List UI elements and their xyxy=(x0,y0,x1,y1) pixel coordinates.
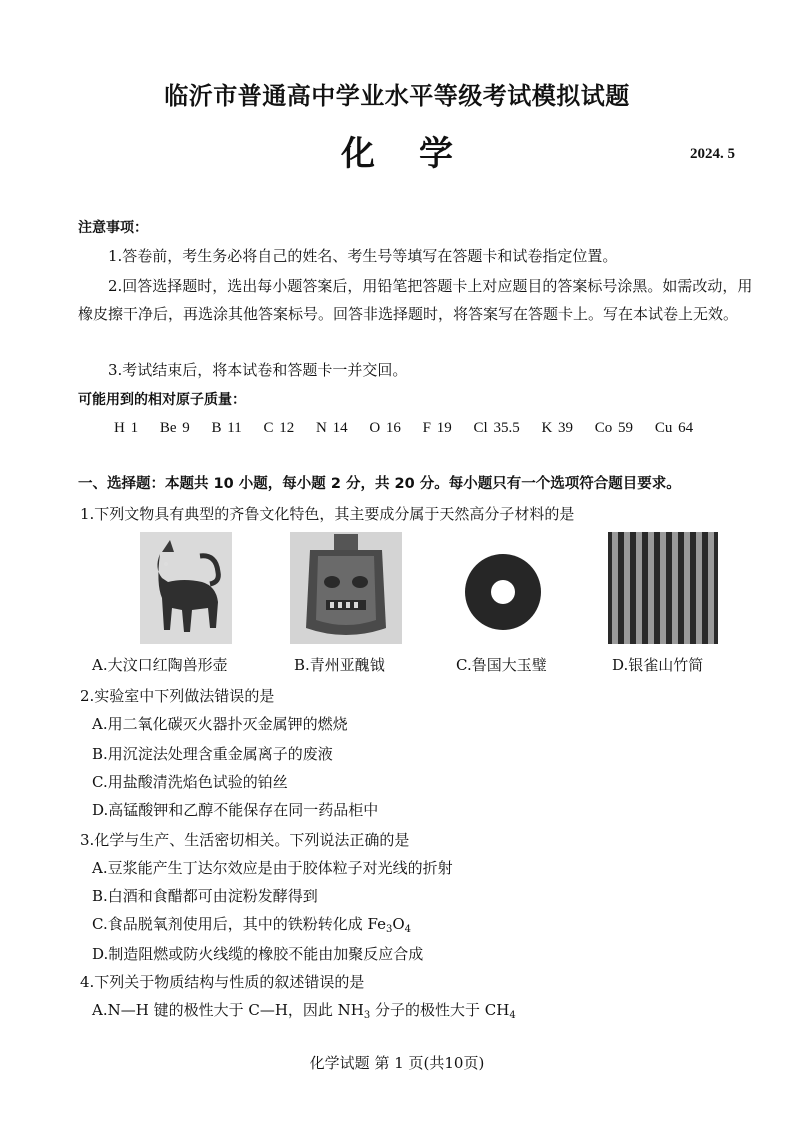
atomic-mass-item: B 11 xyxy=(211,420,242,436)
bamboo-slips-image xyxy=(608,532,718,644)
pottery-animal-vessel-image xyxy=(140,532,232,644)
note-item-1: 1.答卷前，考生务必将自己的姓名、考生号等填写在答题卡和试卷指定位置。 xyxy=(108,247,618,265)
q4-option-a-text: A.N—H 键的极性大于 C—H，因此 NH xyxy=(92,1001,364,1019)
q1-option-b: B.青州亚醜钺 xyxy=(294,656,385,674)
q3-option-c xyxy=(92,910,411,944)
exam-title: 临沂市普通高中学业水平等级考试模拟试题 xyxy=(164,81,630,110)
q4-option-a-text-2: 分子的极性大于 CH xyxy=(370,1001,510,1019)
notes-heading: 注意事项： xyxy=(78,220,148,236)
subscript: 3 xyxy=(363,1010,371,1021)
jade-bi-disc-image xyxy=(462,532,544,644)
q3-option-d: D.制造阻燃或防火线缆的橡胶不能由加聚反应合成 xyxy=(92,945,424,963)
q2-option-b: B.用沉淀法处理含重金属离子的废液 xyxy=(92,745,333,763)
bronze-axe-image xyxy=(290,532,402,644)
atomic-mass-item: K 39 xyxy=(541,420,574,436)
atomic-mass-item: H 1 xyxy=(114,420,139,436)
atomic-mass-item: O 16 xyxy=(369,420,401,436)
note-item-3: 3.考试结束后，将本试卷和答题卡一并交回。 xyxy=(108,361,408,379)
atomic-mass-item: N 14 xyxy=(315,420,348,436)
q4-option-a xyxy=(92,996,516,1030)
question-2-stem: 2.实验室中下列做法错误的是 xyxy=(80,687,275,705)
note-item-2: 2.回答选择题时，选出每小题答案后，用铅笔把答题卡上对应题目的答案标号涂黑。如需改动，用橡皮擦干净后，再选涂其他答案标号。回答非选择题时，将答案写在答题卡上。写在本试卷上无效。 xyxy=(78,277,753,323)
atomic-mass-item: C 12 xyxy=(263,420,295,436)
question-3-stem: 3.化学与生产、生活密切相关。下列说法正确的是 xyxy=(80,831,410,849)
q2-option-a: A.用二氧化碳灭火器扑灭金属钾的燃烧 xyxy=(92,715,348,733)
atomic-mass-item: Be 9 xyxy=(159,420,190,436)
formula-part: O xyxy=(392,915,405,933)
q1-option-a: A.大汶口红陶兽形壶 xyxy=(92,656,228,674)
q2-option-d: D.高锰酸钾和乙醇不能保存在同一药品柜中 xyxy=(92,801,379,819)
q1-option-c: C.鲁国大玉璧 xyxy=(456,656,547,674)
subscript: 3 xyxy=(385,924,393,935)
atomic-mass-heading: 可能用到的相对原子质量： xyxy=(78,392,246,408)
atomic-mass-item: Cu 64 xyxy=(654,420,694,436)
question-1-stem: 1.下列文物具有典型的齐鲁文化特色，其主要成分属于天然高分子材料的是 xyxy=(80,505,575,523)
atomic-mass-item: Cl 35.5 xyxy=(473,420,520,436)
question-4-stem: 4.下列关于物质结构与性质的叙述错误的是 xyxy=(80,973,365,991)
q3-option-c-text: C.食品脱氧剂使用后，其中的铁粉转化成 Fe xyxy=(92,915,386,933)
page-footer: 化学试题 第 1 页(共10页) xyxy=(309,1054,485,1072)
q3-option-a: A.豆浆能产生丁达尔效应是由于胶体粒子对光线的折射 xyxy=(92,859,453,877)
subscript: 4 xyxy=(404,924,412,935)
subject-title: 化学 xyxy=(341,134,497,174)
subscript: 4 xyxy=(509,1010,516,1021)
q3-option-b: B.白酒和食醋都可由淀粉发酵得到 xyxy=(92,887,318,905)
section-heading: 一、选择题：本题共 10 小题，每小题 2 分，共 20 分。每小题只有一个选项符合题目要求。 xyxy=(78,476,681,492)
atomic-mass-item: F 19 xyxy=(422,420,452,436)
q1-option-d: D.银雀山竹简 xyxy=(612,656,704,674)
exam-date: 2024. 5 xyxy=(690,146,735,162)
atomic-mass-item: Co 59 xyxy=(594,420,634,436)
atomic-mass-list xyxy=(114,414,709,442)
q2-option-c: C.用盐酸清洗焰色试验的铂丝 xyxy=(92,773,288,791)
